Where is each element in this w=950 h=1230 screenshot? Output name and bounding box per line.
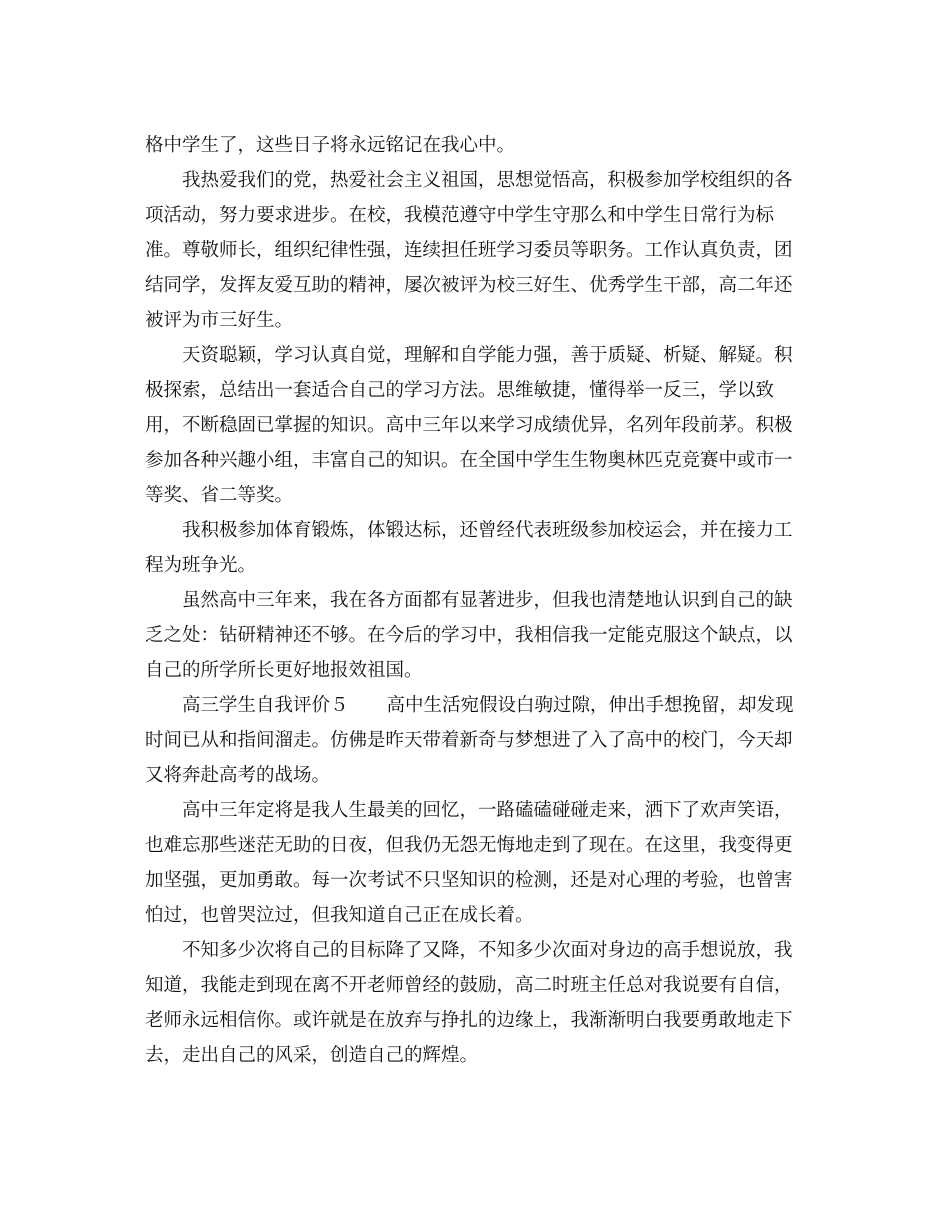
text-line: 我积极参加体育锻炼，体锻达标，还曾经代表班级参加校运会，并在接力工 bbox=[182, 520, 793, 541]
text-line: 用，不断稳固已掌握的知识。高中三年以来学习成绩优异，名列年段前茅。积极 bbox=[145, 415, 793, 436]
text-line: 高中三年定将是我人生最美的回忆，一路磕磕碰碰走来，洒下了欢声笑语， bbox=[182, 800, 793, 821]
text-line: 怕过，也曾哭泣过，但我知道自己正在成长着。 bbox=[145, 905, 534, 926]
text-line: 知道，我能走到现在离不开老师曾经的鼓励，高二时班主任总对我说要有自信， bbox=[145, 975, 793, 996]
paragraph-6 bbox=[145, 688, 805, 793]
text-line: 天资聪颖，学习认真自觉，理解和自学能力强，善于质疑、析疑、解疑。积 bbox=[182, 345, 793, 366]
text-line: 等奖、省二等奖。 bbox=[145, 485, 294, 506]
text-line: 去，走出自己的风采，创造自己的辉煌。 bbox=[145, 1045, 479, 1066]
section-heading: 高三学生自我评价５ bbox=[182, 695, 349, 716]
text-line bbox=[145, 688, 805, 723]
paragraph-1 bbox=[145, 128, 805, 163]
text-line: 时间已从和指间溜走。仿佛是昨天带着新奇与梦想进了入了高中的校门，今天却 bbox=[145, 730, 793, 751]
text-line: 准。尊敬师长，组织纪律性强，连续担任班学习委员等职务。工作认真负责，团 bbox=[145, 240, 793, 261]
text-line: 参加各种兴趣小组，丰富自己的知识。在全国中学生生物奥林匹克竞赛中或市一 bbox=[145, 450, 793, 471]
text-line: 程为班争光。 bbox=[145, 555, 257, 576]
text-line: 格中学生了，这些日子将永远铭记在我心中。 bbox=[145, 135, 516, 156]
paragraph-4 bbox=[145, 513, 805, 583]
text-line: 也难忘那些迷茫无助的日夜，但我仍无怨无悔地走到了现在。在这里，我变得更 bbox=[145, 835, 793, 856]
text-line: 乏之处：钻研精神还不够。在今后的学习中，我相信我一定能克服这个缺点，以 bbox=[145, 625, 793, 646]
text-line: 自己的所学所长更好地报效祖国。 bbox=[145, 660, 423, 681]
text-line: 极探索，总结出一套适合自己的学习方法。思维敏捷，懂得举一反三，学以致 bbox=[145, 380, 775, 401]
text-line: 虽然高中三年来，我在各方面都有显著进步，但我也清楚地认识到自己的缺 bbox=[182, 590, 793, 611]
text-line: 被评为市三好生。 bbox=[145, 310, 294, 331]
text-line: 不知多少次将自己的目标降了又降，不知多少次面对身边的高手想说放，我 bbox=[182, 940, 793, 961]
document-body bbox=[145, 128, 805, 1073]
paragraph-7 bbox=[145, 793, 805, 933]
heading-line-rest: 高中生活宛假设白驹过隙，伸出手想挽留，却发现 bbox=[386, 695, 794, 716]
paragraph-3 bbox=[145, 338, 805, 513]
paragraph-8 bbox=[145, 933, 805, 1073]
text-line: 又将奔赴高考的战场。 bbox=[145, 765, 331, 786]
paragraph-2 bbox=[145, 163, 805, 338]
text-line: 我热爱我们的党，热爱社会主义祖国，思想觉悟高，积极参加学校组织的各 bbox=[182, 170, 793, 191]
paragraph-5 bbox=[145, 583, 805, 688]
text-line: 项活动，努力要求进步。在校，我模范遵守中学生守那么和中学生日常行为标 bbox=[145, 205, 775, 226]
text-line: 加坚强，更加勇敢。每一次考试不只坚知识的检测，还是对心理的考验，也曾害 bbox=[145, 870, 793, 891]
text-line: 老师永远相信你。或许就是在放弃与挣扎的边缘上，我渐渐明白我要勇敢地走下 bbox=[145, 1010, 793, 1031]
text-line: 结同学，发挥友爱互助的精神，屡次被评为校三好生、优秀学生干部，高二年还 bbox=[145, 275, 793, 296]
